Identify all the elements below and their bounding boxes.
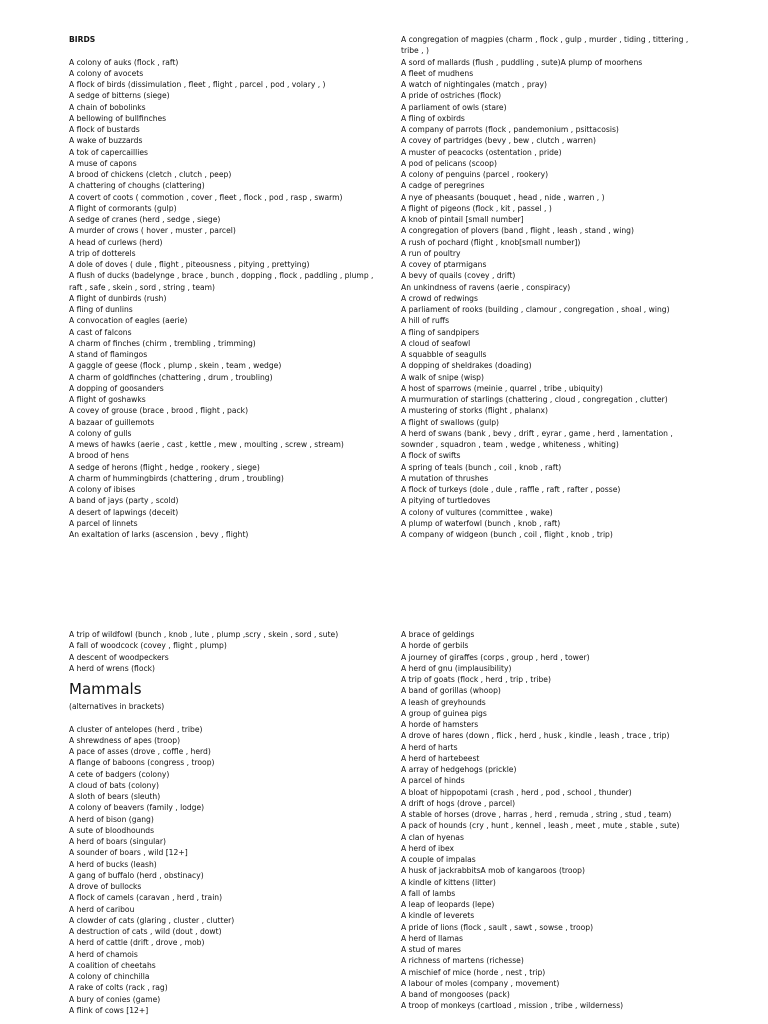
list-item: A dopping of goosanders bbox=[69, 383, 164, 393]
list-item: A clan of hyenas bbox=[401, 832, 464, 842]
list-item: A hill of ruffs bbox=[401, 316, 450, 326]
list-item: A chain of bobolinks bbox=[69, 102, 146, 112]
list-item: A bevy of quails (covey , drift) bbox=[401, 271, 516, 281]
list-item: A brace of geldings bbox=[401, 630, 475, 639]
list-item: A run of poultry bbox=[401, 248, 461, 258]
list-item: A sedge of herons (flight , hedge , rookery , siege) bbox=[69, 462, 260, 472]
list-item: A covey of ptarmigans bbox=[401, 260, 487, 269]
list-item: A husk of jackrabbitsA mob of kangaroos (troop) bbox=[401, 866, 585, 876]
list-item: A flock of bustards bbox=[69, 125, 140, 134]
list-item: A pace of asses (drove , coffle , herd) bbox=[69, 747, 211, 756]
list-item: A muster of peacocks (ostentation , pride) bbox=[401, 147, 562, 157]
list-item: A fling of dunlins bbox=[69, 305, 133, 314]
mammals-note: (alternatives in brackets) bbox=[69, 702, 165, 711]
list-item: A drove of bullocks bbox=[69, 882, 142, 891]
mammals-heading: Mammals bbox=[69, 680, 142, 698]
list-item: A colony of chinchilla bbox=[69, 972, 150, 981]
list-item: A band of mongooses (pack) bbox=[401, 990, 510, 999]
list-item: A coalition of cheetahs bbox=[69, 960, 156, 970]
list-item: A mischief of mice (horde , nest , trip) bbox=[401, 967, 546, 977]
list-item: A fleet of mudhens bbox=[401, 68, 474, 78]
list-item: A cloud of seafowl bbox=[401, 338, 471, 348]
list-item: A flight of pigeons (flock , kit , passel , ) bbox=[401, 203, 552, 213]
list-item: A band of gorillas (whoop) bbox=[401, 686, 501, 696]
list-item: A parliament of owls (stare) bbox=[401, 102, 507, 112]
list-item: A bloat of hippopotami (crash , herd , pod , school , thunder) bbox=[401, 787, 632, 797]
list-item: A kindle of leverets bbox=[401, 911, 475, 921]
mammals-list-1 bbox=[69, 724, 374, 1017]
list-item: A murmuration of starlings (chattering , cloud , congregation , clutter) bbox=[401, 395, 668, 404]
list-item: A muse of capons bbox=[69, 158, 137, 168]
list-item: A herd of harts bbox=[401, 742, 458, 752]
list-item: A parcel of hinds bbox=[401, 776, 465, 786]
mixed-column-3 bbox=[69, 629, 374, 1016]
list-item: A troop of monkeys (cartload , mission , tribe , wilderness) bbox=[401, 1001, 624, 1011]
list-item: A crowd of redwings bbox=[401, 293, 478, 303]
list-item: A rush of pochard (flight , knob[small number]) bbox=[401, 237, 581, 247]
list-item: A cete of badgers (colony) bbox=[69, 769, 170, 779]
birds-column-2 bbox=[401, 34, 706, 540]
list-item: A flock of turkeys (dole , dule , raffle , raft , rafter , posse) bbox=[401, 485, 621, 494]
spacer bbox=[69, 45, 374, 56]
list-item: A flock of birds (dissimulation , fleet , flight , parcel , pod , volary , ) bbox=[69, 80, 326, 89]
list-item: A cadge of peregrines bbox=[401, 181, 485, 191]
list-item: A fling of sandpipers bbox=[401, 327, 480, 337]
list-item: A journey of giraffes (corps , group , herd , tower) bbox=[401, 652, 590, 662]
list-item: A bazaar of guillemots bbox=[69, 417, 155, 427]
list-item: A horde of gerbils bbox=[401, 641, 469, 651]
list-item: A pride of ostriches (flock) bbox=[401, 91, 502, 101]
list-item: A band of jays (party , scold) bbox=[69, 496, 179, 506]
list-item: A squabble of seagulls bbox=[401, 350, 487, 359]
spacer bbox=[69, 712, 374, 723]
list-item: A gang of buffalo (herd , obstinacy) bbox=[69, 870, 204, 880]
list-item: A nye of pheasants (bouquet , head , nide , warren , ) bbox=[401, 192, 605, 202]
list-item: A brood of chickens (cletch , clutch , peep) bbox=[69, 170, 232, 179]
list-item: A kindle of kittens (litter) bbox=[401, 877, 496, 887]
list-item: A cluster of antelopes (herd , tribe) bbox=[69, 724, 203, 734]
list-item: A covey of grouse (brace , brood , flight , pack) bbox=[69, 406, 249, 416]
list-item: A destruction of cats , wild (dout , dowt) bbox=[69, 927, 222, 936]
list-item: A shrewdness of apes (troop) bbox=[69, 735, 181, 745]
list-item: A bellowing of bullfinches bbox=[69, 113, 167, 123]
list-item: A flush of ducks (badelynge , brace , bunch , dopping , flock , paddling , plump , raft , safe , skein , sord , string , team) bbox=[69, 271, 374, 292]
list-item: A flight of swallows (gulp) bbox=[401, 417, 500, 427]
list-item: A richness of martens (richesse) bbox=[401, 956, 524, 966]
list-item: A head of curlews (herd) bbox=[69, 237, 163, 247]
list-item: A flange of baboons (congress , troop) bbox=[69, 758, 215, 768]
list-item: A leap of leopards (lepe) bbox=[401, 900, 495, 909]
list-item: A array of hedgehogs (prickle) bbox=[401, 765, 517, 774]
list-item: A murder of crows ( hover , muster , parcel) bbox=[69, 226, 236, 236]
list-item: A pride of lions (flock , sault , sawt , sowse , troop) bbox=[401, 922, 594, 932]
list-item: A covey of partridges (bevy , bew , clutch , warren) bbox=[401, 136, 596, 146]
list-item: A pack of hounds (cry , hunt , kennel , leash , meet , mute , stable , sute) bbox=[401, 821, 680, 831]
birds-column-1 bbox=[69, 34, 374, 540]
list-item: A sloth of bears (sleuth) bbox=[69, 792, 161, 801]
birds-list-3 bbox=[69, 629, 374, 674]
list-item: A covert of coots ( commotion , cover , fleet , flock , pod , rasp , swarm) bbox=[69, 192, 343, 202]
list-item: A herd of llamas bbox=[401, 933, 463, 943]
list-item: A leash of greyhounds bbox=[401, 697, 486, 707]
list-item: A colony of gulls bbox=[69, 428, 132, 438]
list-item: A mews of hawks (aerie , cast , kettle , mew , moulting , screw , stream) bbox=[69, 440, 344, 449]
list-item: A colony of vultures (committee , wake) bbox=[401, 507, 553, 517]
list-item: A sord of mallards (flush , puddling , sute)A plump of moorhens bbox=[401, 57, 643, 67]
list-item: A descent of woodpeckers bbox=[69, 652, 169, 662]
list-item: A parliament of rooks (building , clamour , congregation , shoal , wing) bbox=[401, 305, 670, 314]
list-item: A herd of caribou bbox=[69, 904, 135, 914]
list-item: A sounder of boars , wild [12+] bbox=[69, 848, 188, 858]
list-item: A gaggle of geese (flock , plump , skein , team , wedge) bbox=[69, 361, 282, 371]
list-item: A dole of doves ( dule , flight , piteousness , pitying , prettying) bbox=[69, 260, 310, 269]
list-item: A herd of swans (bank , bevy , drift , eyrar , game , herd , lamentation , sownder , squadron , team , wedge , whiteness , whiting) bbox=[401, 428, 673, 449]
list-item: A plump of waterfowl (bunch , knob , raft) bbox=[401, 518, 561, 528]
list-item: A charm of finches (chirm , trembling , trimming) bbox=[69, 338, 256, 348]
list-item: A company of widgeon (bunch , coil , flight , knob , trip) bbox=[401, 530, 613, 539]
list-item: A trip of goats (flock , herd , trip , tribe) bbox=[401, 675, 551, 684]
list-item: A colony of penguins (parcel , rookery) bbox=[401, 170, 549, 179]
birds-list-2 bbox=[401, 34, 706, 540]
list-item: A stud of mares bbox=[401, 945, 461, 954]
list-item: A cloud of bats (colony) bbox=[69, 780, 159, 790]
list-item: A charm of goldfinches (chattering , drum , troubling) bbox=[69, 372, 273, 382]
list-item: A bury of conies (game) bbox=[69, 994, 161, 1004]
list-item: A flink of cows [12+] bbox=[69, 1005, 149, 1015]
list-item: A desert of lapwings (deceit) bbox=[69, 507, 179, 517]
list-item: A fall of woodcock (covey , flight , plump) bbox=[69, 641, 227, 651]
list-item: A sedge of cranes (herd , sedge , siege) bbox=[69, 215, 221, 224]
list-item: A knob of pintail [small number] bbox=[401, 215, 524, 224]
list-item: A herd of boars (singular) bbox=[69, 837, 166, 846]
list-item: A flight of goshawks bbox=[69, 395, 146, 404]
list-item: A colony of ibises bbox=[69, 485, 136, 494]
list-item: A drift of hogs (drove , parcel) bbox=[401, 798, 516, 808]
list-item: A herd of ibex bbox=[401, 843, 455, 853]
list-item: A stable of horses (drove , harras , herd , remuda , string , stud , team) bbox=[401, 810, 672, 819]
list-item: A brood of hens bbox=[69, 451, 129, 461]
list-item: A flight of cormorants (gulp) bbox=[69, 203, 177, 213]
list-item: A pitying of turtledoves bbox=[401, 496, 491, 506]
list-item: A herd of wrens (flock) bbox=[69, 663, 155, 673]
list-item: A herd of gnu (implausibility) bbox=[401, 663, 512, 673]
list-item: An exaltation of larks (ascension , bevy , flight) bbox=[69, 530, 249, 539]
list-item: A congregation of magpies (charm , flock , gulp , murder , tiding , tittering , tribe , ) bbox=[401, 35, 689, 56]
list-item: A sedge of bitterns (siege) bbox=[69, 91, 170, 101]
list-item: A mutation of thrushes bbox=[401, 473, 489, 483]
birds-heading: BIRDS bbox=[69, 35, 96, 44]
list-item: A chattering of choughs (clattering) bbox=[69, 181, 205, 191]
list-item: A herd of cattle (drift , drove , mob) bbox=[69, 938, 205, 948]
list-item: A drove of hares (down , flick , herd , husk , kindle , leash , trace , trip) bbox=[401, 731, 670, 741]
list-item: A flock of camels (caravan , herd , train) bbox=[69, 893, 223, 903]
list-item: A parcel of linnets bbox=[69, 518, 138, 528]
list-item: A trip of wildfowl (bunch , knob , lute , plump ,scry , skein , sord , sute) bbox=[69, 630, 339, 639]
list-item: A flock of swifts bbox=[401, 451, 461, 461]
list-item: A wake of buzzards bbox=[69, 136, 143, 146]
list-item: A fall of lambs bbox=[401, 888, 456, 898]
list-item: A sute of bloodhounds bbox=[69, 825, 155, 835]
list-item: A cast of falcons bbox=[69, 327, 132, 337]
list-item: A herd of bucks (leash) bbox=[69, 859, 157, 869]
list-item: A walk of snipe (wisp) bbox=[401, 372, 484, 382]
mammals-list-2 bbox=[401, 629, 706, 1012]
list-item: A trip of dotterels bbox=[69, 248, 136, 258]
list-item: A mustering of storks (flight , phalanx) bbox=[401, 406, 548, 416]
list-item: A host of sparrows (meinie , quarrel , tribe , ubiquity) bbox=[401, 383, 603, 393]
list-item: A colony of avocets bbox=[69, 68, 144, 78]
list-item: An unkindness of ravens (aerie , conspiracy) bbox=[401, 282, 571, 292]
list-item: A group of guinea pigs bbox=[401, 708, 487, 718]
list-item: A flight of dunbirds (rush) bbox=[69, 293, 167, 303]
list-item: A rake of colts (rack , rag) bbox=[69, 983, 168, 993]
list-item: A horde of hamsters bbox=[401, 720, 479, 729]
list-item: A pod of pelicans (scoop) bbox=[401, 158, 497, 168]
list-item: A colony of beavers (family , lodge) bbox=[69, 803, 205, 813]
list-item: A herd of hartebeest bbox=[401, 753, 480, 763]
list-item: A charm of hummingbirds (chattering , drum , troubling) bbox=[69, 473, 284, 483]
mammals-column-4 bbox=[401, 629, 706, 1012]
list-item: A colony of auks (flock , raft) bbox=[69, 57, 179, 67]
list-item: A dopping of sheldrakes (doading) bbox=[401, 361, 532, 371]
list-item: A clowder of cats (glaring , cluster , clutter) bbox=[69, 915, 235, 925]
list-item: A couple of impalas bbox=[401, 855, 476, 864]
list-item: A spring of teals (bunch , coil , knob , raft) bbox=[401, 462, 562, 472]
birds-list-1 bbox=[69, 57, 374, 541]
list-item: A labour of moles (company , movement) bbox=[401, 978, 560, 988]
list-item: A watch of nightingales (match , pray) bbox=[401, 80, 547, 89]
list-item: A herd of chamois bbox=[69, 949, 138, 959]
list-item: A tok of capercaillies bbox=[69, 147, 148, 157]
list-item: A convocation of eagles (aerie) bbox=[69, 316, 188, 326]
list-item: A congregation of plovers (band , flight , leash , stand , wing) bbox=[401, 226, 634, 236]
list-item: A fling of oxbirds bbox=[401, 113, 465, 123]
list-item: A herd of bison (gang) bbox=[69, 814, 154, 824]
list-item: A company of parrots (flock , pandemonium , psittacosis) bbox=[401, 125, 619, 134]
list-item: A stand of flamingos bbox=[69, 350, 148, 359]
